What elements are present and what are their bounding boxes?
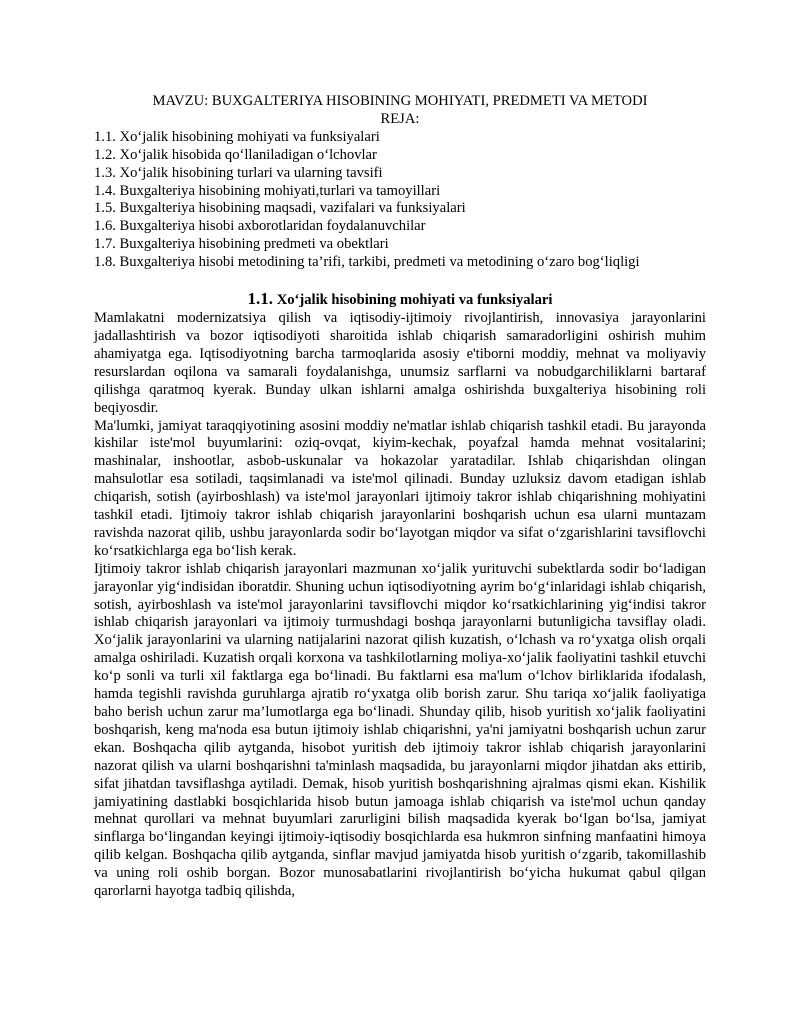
document-page <box>94 93 706 901</box>
section-title: Xo‘jalik hisobining mohiyati va funksiyalari <box>276 292 553 309</box>
toc-item: 1.5. Buxgalteriya hisobining maqsadi, vazifalari va funksiyalari <box>94 200 466 217</box>
toc-item: 1.2. Xo‘jalik hisobida qo‘llaniladigan o‘lchovlar <box>94 146 377 163</box>
toc-item: 1.1. Xo‘jalik hisobining mohiyati va funksiyalari <box>94 128 380 145</box>
section-heading <box>94 289 706 310</box>
section-number: 1.1. <box>247 289 274 309</box>
document-title: MAVZU: BUXGALTERIYA HISOBINING MOHIYATI, PREDMETI VA METODI <box>152 93 648 109</box>
toc-item: 1.4. Buxgalteriya hisobining mohiyati,turlari va tamoyillari <box>94 182 441 199</box>
body-paragraph: Ijtimoiy takror ishlab chiqarish jarayonlari mazmunan xo‘jalik yurituvchi subektlarda sodir bo‘ladigan jarayonlar yig‘indisidan iboratdir. Shuning uchun iqtisodiyotning ayrim bo‘g‘inlaridagi ishlab chiqarish, sotish, ayirboshlash va iste'mol jarayonlarini tavsiflovchi miqdor ko‘rsatkichlarining yig‘indisi takror ishlab chiqarish jarayonlari va ijtimoiy turmushdagi boshqa jarayonlarni butunligicha tavsiflay oladi. Xo‘jalik jarayonlarini va ularning natijalarini nazorat qilish kuzatish, o‘lchash va ro‘yxatga olish orqali amalga oshiriladi. Kuzatish orqali korxona va tashkilotlarning moliya-xo‘jalik faoliyatini tashkil etuvchi ko‘p sonli va turli xil faktlarga ega bo‘linadi. Bu faktlarni esa ma'lum o‘lchov birliklarida ifodalash, hamda tegishli ravishda guruhlarga ajratib ro‘yxatga olib borish zarur. Shu tariqa xo‘jalik faoliyatiga baho berish uchun zarur ma’lumotlarga ega bo‘linadi. Shunday qilib, hisob yuritish xo‘jalik faoliyatini boshqarish, keng ma'noda esa butun ijtimoiy ishlab chiqarishni, ya'ni jamiyatni boshqarish uchun zarur ekan. Boshqacha qilib aytganda, hisobot yuritish deb ijtimoiy takror ishlab chiqarish jarayonlarini nazorat qilish va ularni boshqarishni ta'minlash maqsadida, bu jarayonlarni miqdor jihatdan aks ettirib, sifat jihatdan tavsiflashga aytiladi. Demak, hisob yuritish boshqarishning ajralmas qismi ekan. Kishilik jamiyatining dastlabki bosqichlarida hisob butun jamoaga ishlab chiqarish va iste'mol uchun qanday mehnat qurollari va mehnat buyumlari zarurligini bilish maqsadida kyerak bo‘lgan bo‘lsa, jamiyat sinflarga bo‘lingandan keyingi ijtimoiy-iqtisodiy bosqichlarda esa hukmron sinfning manfaatini himoya qilib kelgan. Boshqacha qilib aytganda, sinflar mavjud jamiyatda hisob yuritish o‘zgarib, takomillashib va uning roli oshib borgan. Bozor munosabatlarini rivojlantirish bo‘yicha hukumat qabul qilgan qarorlarni hayotga tadbiq qilishda, <box>94 560 706 900</box>
body-paragraph: Ma'lumki, jamiyat taraqqiyotining asosini moddiy ne'matlar ishlab chiqarish tashkil etadi. Bu jarayonda kishilar iste'mol buyumlarini: oziq-ovqat, kiyim-kechak, poyafzal hamda mehnat vositalarini; mashinalar, inshootlar, asbob-uskunalar va hokazolar yaratadilar. Ishlab chiqarishdan olingan mahsulotlar esa sotiladi, taqsimlanadi va iste'mol qilinadi. Bunday uzluksiz davom etadigan ishlab chiqarish, sotish (ayirboshlash) va iste'mol jarayonlari ijtimoiy takror ishlab chiqarishning mohiyatini tashkil etadi. Ijtimoiy takror ishlab chiqarish jarayonlarini boshqarish uchun esa ularni muntazam ravishda nazorat qilib, ushbu jarayonlarda sodir bo‘layotgan miqdor va sifat o‘zgarishlarini tavsiflovchi ko‘rsatkichlarga ega bo‘lish kerak. <box>94 417 706 559</box>
toc-item: 1.7. Buxgalteriya hisobining predmeti va obektlari <box>94 236 389 253</box>
table-of-contents <box>94 129 706 272</box>
toc-item: 1.3. Xo‘jalik hisobining turlari va ularning tavsifi <box>94 164 383 181</box>
plan-label: REJA: <box>380 110 420 127</box>
body-paragraph: Mamlakatni modernizatsiya qilish va iqtisodiy-ijtimoiy rivojlantirish, innovasiya jarayonlarini jadallashtirish va bozor iqtisodiyoti sharoitida ishlab chiqarish samaradorligini oshirish muhim ahamiyatga ega. Iqtisodiyotning barcha tarmoqlarida asosiy e'tiborni moddiy, mehnat va moliyaviy resurslardan oqilona va samarali foydalanishga, unumsiz sarflarni va nobudgarchiliklarni bartaraf qilishga qaratmoq kyerak. Bunday ulkan ishlarni amalga oshirishda buxgalteriya hisobining roli beqiyosdir. <box>94 310 706 416</box>
toc-item: 1.8. Buxgalteriya hisobi metodining ta’rifi, tarkibi, predmeti va metodining o‘zaro bog‘liqligi <box>94 254 640 271</box>
toc-item: 1.6. Buxgalteriya hisobi axborotlaridan foydalanuvchilar <box>94 218 426 235</box>
